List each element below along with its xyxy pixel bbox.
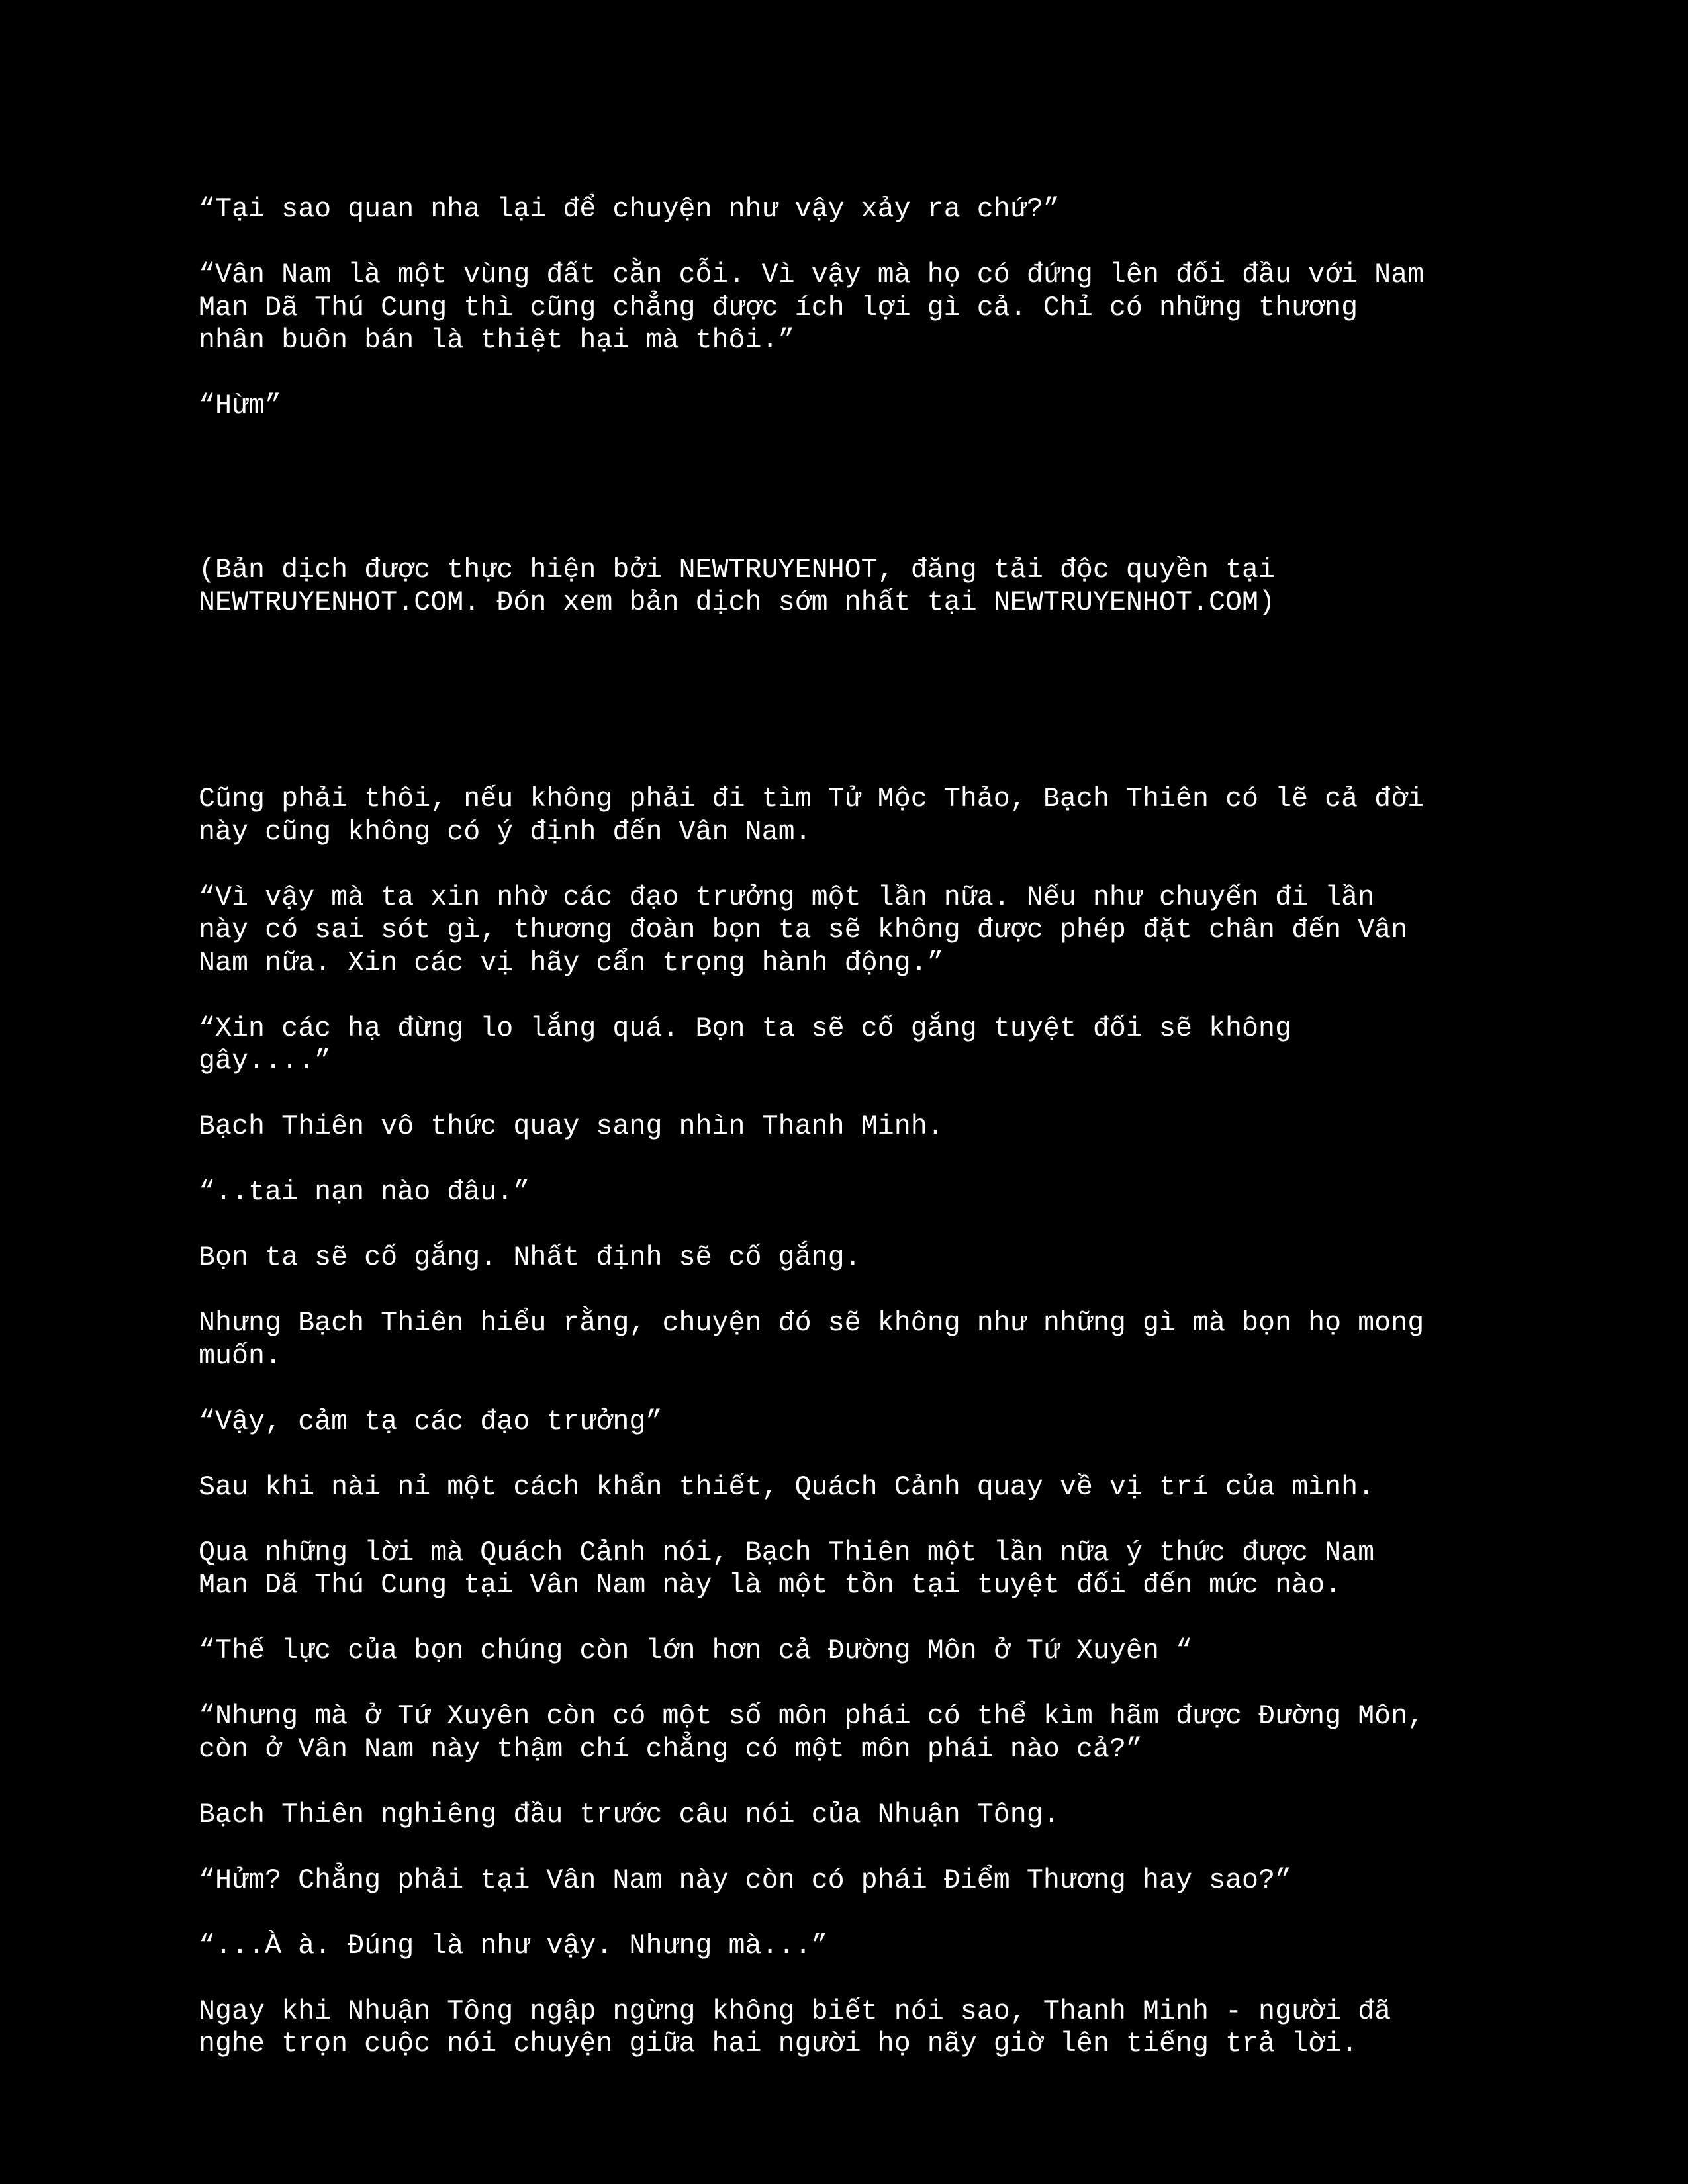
document-body xyxy=(199,193,1523,2093)
dialogue-paragraph: “Hửm? Chẳng phải tại Vân Nam này còn có phái Điểm Thương hay sao?” xyxy=(199,1864,1292,1896)
narration-paragraph: Bạch Thiên vô thức quay sang nhìn Thanh Minh. xyxy=(199,1111,944,1142)
narration-paragraph: Bọn ta sẽ cố gắng. Nhất định sẽ cố gắng. xyxy=(199,1242,861,1273)
narration-paragraph: Sau khi nài nỉ một cách khẩn thiết, Quách Cảnh quay về vị trí của mình. xyxy=(199,1471,1375,1503)
narration-paragraph: Bạch Thiên nghiêng đầu trước câu nói của Nhuận Tông. xyxy=(199,1798,1060,1831)
dialogue-paragraph: “Nhưng mà ở Tứ Xuyên còn có một số môn phái có thể kìm hãm được Đường Môn, còn ở Vân Nam này thậm chí chẳng có một môn phái nào cả?” xyxy=(199,1700,1425,1765)
dialogue-paragraph: “Xin các hạ đừng lo lắng quá. Bọn ta sẽ cố gắng tuyệt đối sẽ không gây....” xyxy=(199,1012,1292,1077)
dialogue-paragraph: “Vì vậy mà ta xin nhờ các đạo trưởng một lần nữa. Nếu như chuyến đi lần này có sai sót gì, thương đoàn bọn ta sẽ không được phép đặt chân đến Vân Nam nữa. Xin các vị hãy cẩn trọng hành động.” xyxy=(199,881,1408,979)
narration-paragraph: Nhưng Bạch Thiên hiểu rằng, chuyện đó sẽ không như những gì mà bọn họ mong muốn. xyxy=(199,1307,1425,1372)
dialogue-paragraph: “Hừm” xyxy=(199,390,282,422)
narration-paragraph: Qua những lời mà Quách Cảnh nói, Bạch Thiên một lần nữa ý thức được Nam Man Dã Thú Cung tại Vân Nam này là một tồn tại tuyệt đối đến mức nào. xyxy=(199,1536,1375,1601)
dialogue-paragraph: “Vân Nam là một vùng đất cằn cỗi. Vì vậy mà họ có đứng lên đối đầu với Nam Man Dã Thú Cung thì cũng chẳng được ích lợi gì cả. Chỉ có những thương nhân buôn bán là thiệt hại mà thôi.” xyxy=(199,259,1425,356)
spacer xyxy=(199,652,1523,783)
translation-notice: (Bản dịch được thực hiện bởi NEWTRUYENHOT, đăng tải độc quyền tại NEWTRUYENHOT.COM. Đón xem bản dịch sớm nhất tại NEWTRUYENHOT.COM) xyxy=(199,553,1276,618)
dialogue-paragraph: “Tại sao quan nha lại để chuyện như vậy xảy ra chứ?” xyxy=(199,193,1060,225)
narration-paragraph: Cũng phải thôi, nếu không phải đi tìm Tử Mộc Thảo, Bạch Thiên có lẽ cả đời này cũng không có ý định đến Vân Nam. xyxy=(199,783,1425,848)
narration-paragraph: Ngay khi Nhuận Tông ngập ngừng không biết nói sao, Thanh Minh - người đã nghe trọn cuộc nói chuyện giữa hai người họ nãy giờ lên tiếng trả lời. xyxy=(199,1995,1391,2060)
dialogue-paragraph: “...À à. Đúng là như vậy. Nhưng mà...” xyxy=(199,1929,828,1962)
spacer xyxy=(199,455,1523,554)
dialogue-paragraph: “..tai nạn nào đâu.” xyxy=(199,1176,530,1208)
dialogue-paragraph: “Thế lực của bọn chúng còn lớn hơn cả Đường Môn ở Tứ Xuyên “ xyxy=(199,1635,1192,1666)
dialogue-paragraph: “Vậy, cảm tạ các đạo trưởng” xyxy=(199,1405,663,1437)
